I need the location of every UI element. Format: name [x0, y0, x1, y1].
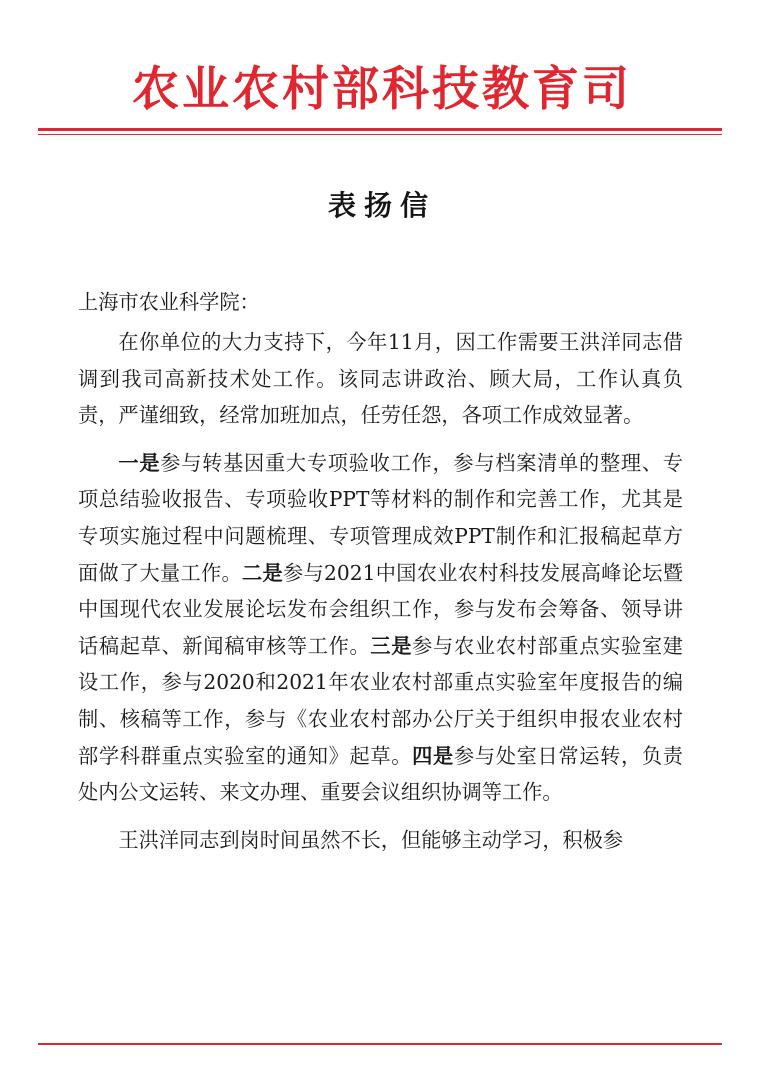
salutation: 上海市农业科学院：: [78, 290, 260, 314]
item-3-lead: 三是: [370, 633, 413, 658]
document-title: 表扬信: [327, 189, 436, 222]
item-3-text: 参与农业农村部重点实验室建设工作，参与2020和2021年农业农村部重点实验室年度报告的编制、核稿等工作，参与《农业农村部办公厅关于组织申报农业农村部学科群重点实验室的通知》起草。: [78, 633, 683, 768]
masthead-red-rule-thin: [38, 134, 722, 135]
letter-body: [78, 284, 683, 858]
masthead-org-name: 农业农村部科技教育司: [132, 62, 632, 117]
item-2-text: 参与2021中国农业农村科技发展高峰论坛暨中国现代农业发展论坛发布会组织工作，参与发布会筹备、领导讲话稿起草、新闻稿审核等工作。: [78, 560, 683, 658]
item-1-lead: 一是: [118, 450, 161, 475]
paragraph-intro: 在你单位的大力支持下，今年11月，因工作需要王洪洋同志借调到我司高新技术处工作。该同志讲政治、顾大局，工作认真负责，严谨细致，经常加班加点，任劳任怨，各项工作成效显著。: [78, 330, 683, 428]
paragraph-closing-partial: 王洪洋同志到岗时间虽然不长，但能够主动学习，积极参: [118, 827, 624, 852]
item-1-text: 参与转基因重大专项验收工作，参与档案清单的整理、专项总结验收报告、专项验收PPT等材料的制作和完善工作，尤其是专项实施过程中问题梳理、专项管理成效PPT制作和汇报稿起草方面做了大量工作。: [78, 450, 683, 585]
paragraph-work-items: [78, 445, 683, 811]
item-4-lead: 四是: [412, 743, 454, 768]
footer-red-rule: [38, 1043, 722, 1045]
item-4-text: 参与处室日常运转，负责处内公文运转、来文办理、重要会议组织协调等工作。: [78, 743, 683, 805]
masthead-red-rule-thick: [38, 128, 722, 131]
item-2-lead: 二是: [242, 560, 284, 585]
